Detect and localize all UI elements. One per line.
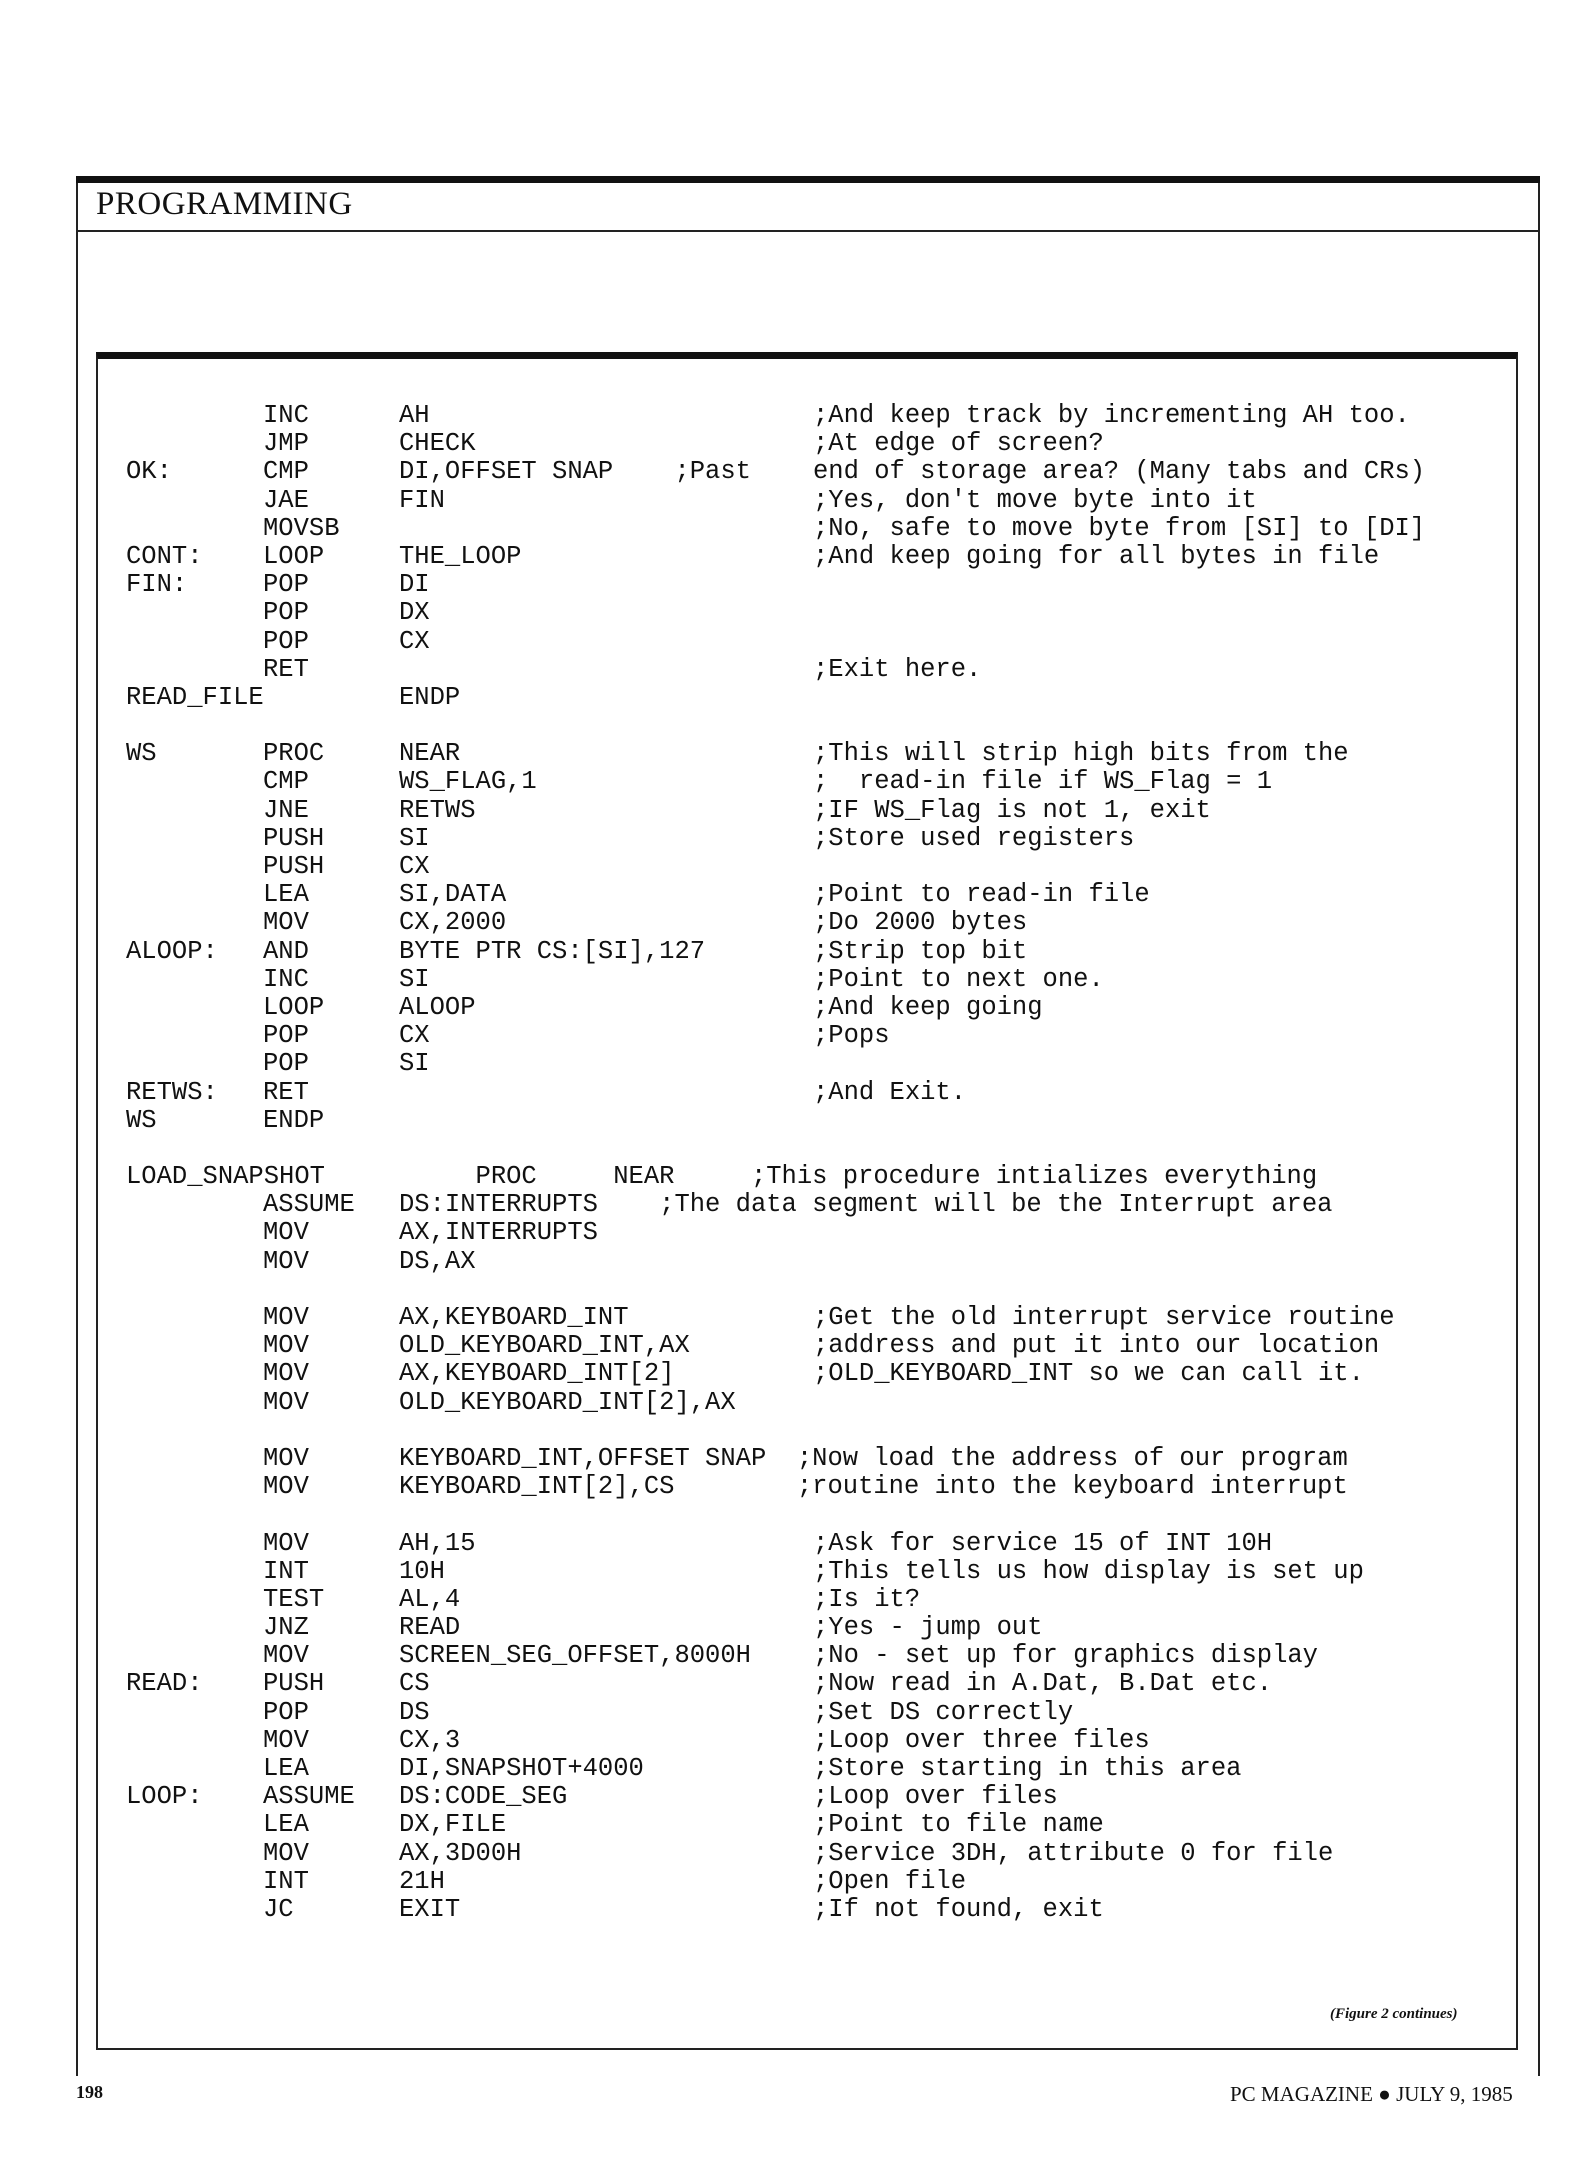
code-opcode: MOV xyxy=(263,1641,309,1671)
code-opcode: LOOP xyxy=(263,992,325,1022)
code-operand: PROC NEAR ;This procedure intializes everything xyxy=(399,1162,1318,1192)
code-operand: FIN xyxy=(399,485,445,515)
code-comment: ;IF WS_Flag is not 1, exit xyxy=(813,795,1211,825)
code-comment: ;And keep going xyxy=(813,992,1043,1022)
code-label: OK: xyxy=(126,457,172,487)
header-bottom-rule xyxy=(76,230,1540,232)
code-opcode: POP xyxy=(263,1697,309,1727)
code-operand: SI xyxy=(399,823,430,853)
code-label: READ_FILE xyxy=(126,682,264,712)
code-label: WS xyxy=(126,1105,157,1135)
code-opcode: POP xyxy=(263,1021,309,1051)
code-comment: ;Pops xyxy=(813,1021,890,1051)
code-operand: AH xyxy=(399,401,430,430)
code-operand: CX,3 xyxy=(399,1725,461,1755)
code-operand: CX xyxy=(399,852,430,881)
code-opcode: PROC xyxy=(263,739,325,769)
code-comment: ;Get the old interrupt service routine xyxy=(813,1303,1395,1332)
code-label: RETWS: xyxy=(126,1077,218,1107)
code-comment: ;Now read in A.Dat, B.Dat etc. xyxy=(813,1669,1273,1699)
code-operand: AX,KEYBOARD_INT[2] xyxy=(399,1359,675,1389)
code-opcode: AND xyxy=(263,936,309,966)
code-comment: ;Service 3DH, attribute 0 for file xyxy=(813,1838,1334,1868)
code-opcode: MOV xyxy=(263,1472,309,1502)
section-title: PROGRAMMING xyxy=(96,186,353,222)
code-opcode: PUSH xyxy=(263,1669,325,1699)
code-opcode: CMP xyxy=(263,767,309,797)
code-opcode: ASSUME xyxy=(263,1190,355,1220)
header-top-rule xyxy=(76,176,1540,183)
code-opcode: LEA xyxy=(263,1754,309,1783)
code-comment: ;Yes - jump out xyxy=(813,1613,1043,1643)
code-operand: DS:CODE_SEG xyxy=(399,1782,568,1812)
code-label: WS xyxy=(126,739,157,769)
code-operand: DI,OFFSET SNAP ;Past xyxy=(399,457,751,487)
code-operand: DS:INTERRUPTS ;The data segment will be the Interrupt area xyxy=(399,1190,1333,1220)
code-comment: ;And Exit. xyxy=(813,1077,967,1107)
code-operand: AL,4 xyxy=(399,1584,461,1614)
code-opcode: MOV xyxy=(263,1725,309,1755)
code-opcode: RET xyxy=(263,654,309,684)
code-operand: AX,INTERRUPTS xyxy=(399,1218,598,1248)
code-comment: ;And keep going for all bytes in file xyxy=(813,541,1380,571)
code-opcode: MOV xyxy=(263,1838,309,1868)
footer-publication: PC MAGAZINE ● JULY 9, 1985 xyxy=(1230,2082,1513,2106)
code-opcode: MOV xyxy=(263,1331,309,1361)
code-comment: ;If not found, exit xyxy=(813,1894,1104,1924)
figure-continues-note: (Figure 2 continues) xyxy=(1330,2006,1458,2022)
code-opcode: TEST xyxy=(263,1584,325,1614)
code-opcode: MOV xyxy=(263,1303,309,1332)
code-operand: DI,SNAPSHOT+4000 xyxy=(399,1754,644,1783)
code-operand: CHECK xyxy=(399,429,476,459)
code-comment: ;Strip top bit xyxy=(813,936,1028,966)
code-operand: SI xyxy=(399,964,430,994)
code-opcode: LEA xyxy=(263,880,309,910)
code-operand: DX,FILE xyxy=(399,1810,507,1840)
code-operand: 10H xyxy=(399,1556,445,1586)
code-comment: ;No - set up for graphics display xyxy=(813,1641,1318,1671)
code-operand: SCREEN_SEG_OFFSET,8000H xyxy=(399,1641,751,1671)
code-operand: EXIT xyxy=(399,1894,461,1924)
code-operand: KEYBOARD_INT,OFFSET SNAP ;Now load the address of our program xyxy=(399,1443,1348,1473)
code-opcode: POP xyxy=(263,626,309,656)
code-comment: ;This will strip high bits from the xyxy=(813,739,1349,769)
code-opcode: JMP xyxy=(263,429,309,459)
code-label: CONT: xyxy=(126,541,203,571)
code-operand: WS_FLAG,1 xyxy=(399,767,537,797)
code-operand: CX,2000 xyxy=(399,908,507,938)
code-opcode: PUSH xyxy=(263,823,325,853)
code-operand: OLD_KEYBOARD_INT,AX xyxy=(399,1331,690,1361)
page-number: 198 xyxy=(76,2082,103,2102)
code-comment: ;Point to next one. xyxy=(813,964,1104,994)
code-operand: SI xyxy=(399,1049,430,1079)
code-comment: ;This tells us how display is set up xyxy=(813,1556,1364,1586)
code-opcode: INT xyxy=(263,1866,309,1896)
code-operand: CX xyxy=(399,1021,430,1051)
code-comment: ;And keep track by incrementing AH too. xyxy=(813,401,1410,430)
code-comment: ;Set DS correctly xyxy=(813,1697,1074,1727)
code-opcode: ASSUME xyxy=(263,1782,355,1812)
code-comment: ;OLD_KEYBOARD_INT so we can call it. xyxy=(813,1359,1364,1389)
code-opcode: MOV xyxy=(263,1443,309,1473)
code-comment: ;address and put it into our location xyxy=(813,1331,1380,1361)
code-comment: ;Open file xyxy=(813,1866,967,1896)
code-opcode: JNZ xyxy=(263,1613,309,1643)
code-comment: ;Exit here. xyxy=(813,654,982,684)
code-opcode: JC xyxy=(263,1894,294,1924)
code-comment: ;Store starting in this area xyxy=(813,1754,1242,1783)
code-opcode: PUSH xyxy=(263,852,325,881)
code-comment: ;Ask for service 15 of INT 10H xyxy=(813,1528,1273,1558)
code-operand: BYTE PTR CS:[SI],127 xyxy=(399,936,706,966)
code-comment: ;No, safe to move byte from [SI] to [DI] xyxy=(813,513,1426,543)
code-operand: OLD_KEYBOARD_INT[2],AX xyxy=(399,1387,736,1417)
code-opcode: MOVSB xyxy=(263,513,340,543)
code-comment: end of storage area? (Many tabs and CRs) xyxy=(813,457,1426,487)
code-operand: READ xyxy=(399,1613,461,1643)
code-comment: ;At edge of screen? xyxy=(813,429,1104,459)
code-operand: AX,KEYBOARD_INT xyxy=(399,1303,629,1332)
code-comment: ;Do 2000 bytes xyxy=(813,908,1028,938)
code-opcode: RET xyxy=(263,1077,309,1107)
code-operand: CS xyxy=(399,1669,430,1699)
code-label: READ: xyxy=(126,1669,203,1699)
code-comment: ;Yes, don't move byte into it xyxy=(813,485,1257,515)
code-opcode: POP xyxy=(263,1049,309,1079)
code-operand: KEYBOARD_INT[2],CS ;routine into the keyboard interrupt xyxy=(399,1472,1348,1502)
code-opcode: LEA xyxy=(263,1810,309,1840)
code-comment: ;Point to file name xyxy=(813,1810,1104,1840)
code-opcode: MOV xyxy=(263,1528,309,1558)
code-comment: ;Is it? xyxy=(813,1584,921,1614)
code-opcode: LOOP xyxy=(263,541,325,571)
code-operand: ENDP xyxy=(399,682,461,712)
code-operand: 21H xyxy=(399,1866,445,1896)
code-operand: THE_LOOP xyxy=(399,541,522,571)
code-operand: AH,15 xyxy=(399,1528,476,1558)
code-operand: SI,DATA xyxy=(399,880,507,910)
code-operand: DS,AX xyxy=(399,1246,476,1276)
code-label: LOAD_SNAPSHOT xyxy=(126,1162,325,1192)
code-opcode: JAE xyxy=(263,485,309,515)
code-opcode: MOV xyxy=(263,1359,309,1389)
code-opcode: INC xyxy=(263,401,309,430)
code-opcode: MOV xyxy=(263,908,309,938)
code-opcode: JNE xyxy=(263,795,309,825)
code-operand: DS xyxy=(399,1697,430,1727)
code-opcode: POP xyxy=(263,598,309,628)
code-opcode: ENDP xyxy=(263,1105,325,1135)
code-label: ALOOP: xyxy=(126,936,218,966)
code-comment: ;Loop over files xyxy=(813,1782,1058,1812)
code-opcode: MOV xyxy=(263,1246,309,1276)
code-opcode: INT xyxy=(263,1556,309,1586)
code-opcode: INC xyxy=(263,964,309,994)
code-operand: ALOOP xyxy=(399,992,476,1022)
code-operand: DX xyxy=(399,598,430,628)
code-operand: NEAR xyxy=(399,739,461,769)
code-operand: DI xyxy=(399,570,430,600)
code-comment: ;Loop over three files xyxy=(813,1725,1150,1755)
code-comment: ;Store used registers xyxy=(813,823,1135,853)
code-opcode: CMP xyxy=(263,457,309,487)
code-opcode: MOV xyxy=(263,1387,309,1417)
code-comment: ; read-in file if WS_Flag = 1 xyxy=(813,767,1273,797)
code-comment: ;Point to read-in file xyxy=(813,880,1150,910)
code-opcode: POP xyxy=(263,570,309,600)
code-operand: AX,3D00H xyxy=(399,1838,522,1868)
code-operand: RETWS xyxy=(399,795,476,825)
code-label: FIN: xyxy=(126,570,188,600)
code-opcode: MOV xyxy=(263,1218,309,1248)
code-label: LOOP: xyxy=(126,1782,203,1812)
code-operand: CX xyxy=(399,626,430,656)
